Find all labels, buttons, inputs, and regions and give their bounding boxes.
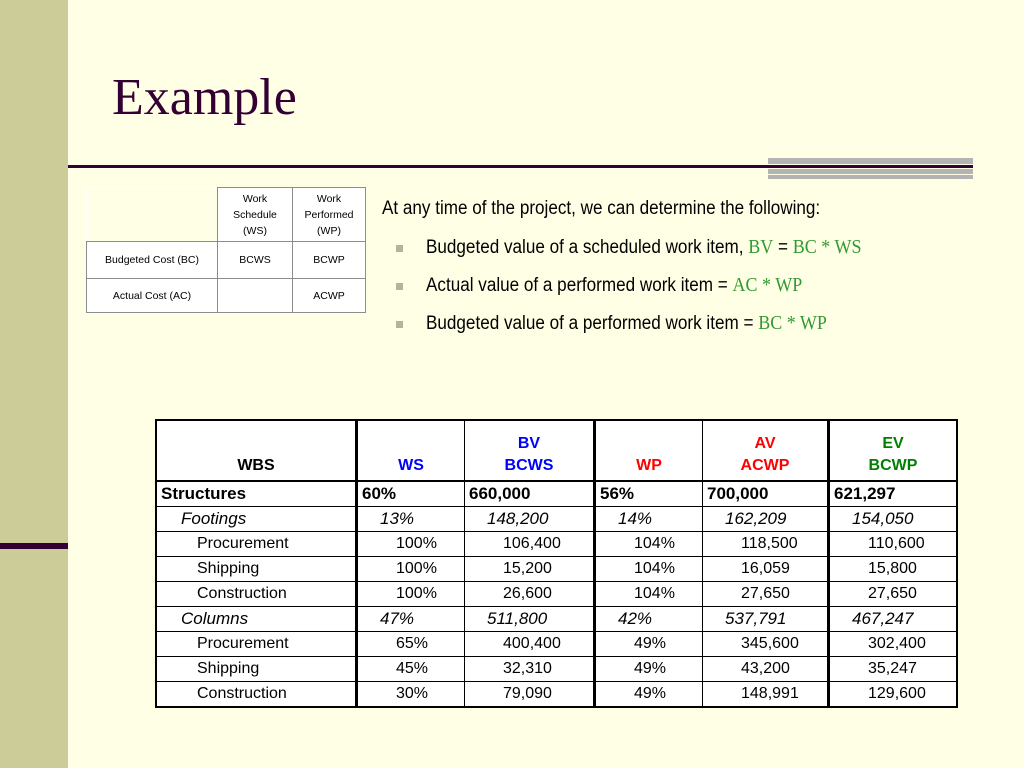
cell-wp: 49% bbox=[595, 682, 703, 708]
cost-matrix-table bbox=[86, 187, 366, 313]
wbs-item-name: Construction bbox=[156, 582, 357, 607]
cell-acwp: 700,000 bbox=[703, 481, 829, 507]
wbs-item-name: Shipping bbox=[156, 657, 357, 682]
formula: BC * WS bbox=[792, 236, 862, 258]
cell-ws: 47% bbox=[357, 607, 465, 632]
header-bcwp: EV BCWP bbox=[829, 420, 958, 481]
cell-ws: 45% bbox=[357, 657, 465, 682]
table-row bbox=[156, 532, 957, 557]
left-accent-bar bbox=[0, 543, 68, 549]
cell-bcws: 106,400 bbox=[465, 532, 595, 557]
cell-bcwp: 302,400 bbox=[829, 632, 958, 657]
table-row bbox=[156, 582, 957, 607]
decor-stripe bbox=[768, 175, 973, 179]
table-row bbox=[156, 557, 957, 582]
table-row bbox=[156, 682, 957, 708]
cell-ws: 13% bbox=[357, 507, 465, 532]
table-row bbox=[156, 481, 957, 507]
decor-stripe bbox=[768, 169, 973, 174]
header-bcws: BV BCWS bbox=[465, 420, 595, 481]
matrix-cell bbox=[218, 279, 293, 313]
bullet-square-icon bbox=[396, 321, 403, 328]
cell-wp: 42% bbox=[595, 607, 703, 632]
cell-bcwp: 35,247 bbox=[829, 657, 958, 682]
cell-bcws: 26,600 bbox=[465, 582, 595, 607]
wbs-table bbox=[155, 419, 958, 708]
formula: AC * WP bbox=[732, 274, 803, 296]
cell-wp: 49% bbox=[595, 657, 703, 682]
wbs-table-body bbox=[156, 481, 957, 707]
cell-acwp: 27,650 bbox=[703, 582, 829, 607]
bullet-text: Budgeted value of a performed work item = bbox=[426, 313, 759, 334]
matrix-row-label: Actual Cost (AC) bbox=[87, 279, 218, 313]
table-row bbox=[156, 657, 957, 682]
matrix-header-wp: Work Performed (WP) bbox=[293, 188, 366, 242]
title-underline bbox=[68, 165, 973, 168]
bullet-text: Actual value of a performed work item = bbox=[426, 275, 733, 296]
matrix-cell: BCWS bbox=[218, 242, 293, 279]
bullet-square-icon bbox=[396, 283, 403, 290]
cell-bcwp: 110,600 bbox=[829, 532, 958, 557]
wbs-item-name: Procurement bbox=[156, 532, 357, 557]
table-row bbox=[156, 507, 957, 532]
cell-bcws: 400,400 bbox=[465, 632, 595, 657]
header-ws: WS bbox=[357, 420, 465, 481]
cell-ws: 30% bbox=[357, 682, 465, 708]
cell-wp: 104% bbox=[595, 532, 703, 557]
cell-bcwp: 129,600 bbox=[829, 682, 958, 708]
cell-wp: 49% bbox=[595, 632, 703, 657]
header-wp: WP bbox=[595, 420, 703, 481]
cell-bcws: 15,200 bbox=[465, 557, 595, 582]
decor-stripe bbox=[768, 158, 973, 164]
matrix-corner-cell bbox=[87, 188, 218, 242]
cell-acwp: 16,059 bbox=[703, 557, 829, 582]
cell-bcws: 32,310 bbox=[465, 657, 595, 682]
header-acwp: AV ACWP bbox=[703, 420, 829, 481]
table-row bbox=[156, 632, 957, 657]
cell-ws: 100% bbox=[357, 532, 465, 557]
wbs-item-name: Procurement bbox=[156, 632, 357, 657]
cell-wp: 104% bbox=[595, 557, 703, 582]
cell-bcwp: 621,297 bbox=[829, 481, 958, 507]
cell-ws: 100% bbox=[357, 557, 465, 582]
matrix-cell: BCWP bbox=[293, 242, 366, 279]
cell-acwp: 537,791 bbox=[703, 607, 829, 632]
cell-bcwp: 467,247 bbox=[829, 607, 958, 632]
formula-equals: = bbox=[773, 237, 793, 258]
cell-bcws: 79,090 bbox=[465, 682, 595, 708]
cell-bcwp: 15,800 bbox=[829, 557, 958, 582]
wbs-item-name: Columns bbox=[156, 607, 357, 632]
matrix-header-ws: Work Schedule (WS) bbox=[218, 188, 293, 242]
bullet-text: Budgeted value of a scheduled work item, bbox=[426, 237, 749, 258]
table-row bbox=[156, 607, 957, 632]
cell-acwp: 118,500 bbox=[703, 532, 829, 557]
intro-text: At any time of the project, we can determine the following: bbox=[382, 198, 821, 219]
cell-bcwp: 154,050 bbox=[829, 507, 958, 532]
cell-ws: 65% bbox=[357, 632, 465, 657]
cell-bcwp: 27,650 bbox=[829, 582, 958, 607]
cell-wp: 56% bbox=[595, 481, 703, 507]
wbs-item-name: Construction bbox=[156, 682, 357, 708]
cell-bcws: 148,200 bbox=[465, 507, 595, 532]
matrix-cell: ACWP bbox=[293, 279, 366, 313]
cell-ws: 60% bbox=[357, 481, 465, 507]
cell-acwp: 345,600 bbox=[703, 632, 829, 657]
formula-lhs: BV bbox=[748, 236, 774, 258]
matrix-row-label: Budgeted Cost (BC) bbox=[87, 242, 218, 279]
cell-wp: 104% bbox=[595, 582, 703, 607]
header-wbs: WBS bbox=[156, 420, 357, 481]
wbs-item-name: Structures bbox=[156, 481, 357, 507]
cell-bcws: 660,000 bbox=[465, 481, 595, 507]
formula: BC * WP bbox=[758, 312, 827, 334]
wbs-item-name: Shipping bbox=[156, 557, 357, 582]
cell-acwp: 43,200 bbox=[703, 657, 829, 682]
cell-wp: 14% bbox=[595, 507, 703, 532]
left-decor-band bbox=[0, 0, 68, 768]
bullet-square-icon bbox=[396, 245, 403, 252]
cell-acwp: 148,991 bbox=[703, 682, 829, 708]
slide-title: Example bbox=[112, 69, 297, 126]
wbs-item-name: Footings bbox=[156, 507, 357, 532]
cell-ws: 100% bbox=[357, 582, 465, 607]
cell-bcws: 511,800 bbox=[465, 607, 595, 632]
cell-acwp: 162,209 bbox=[703, 507, 829, 532]
